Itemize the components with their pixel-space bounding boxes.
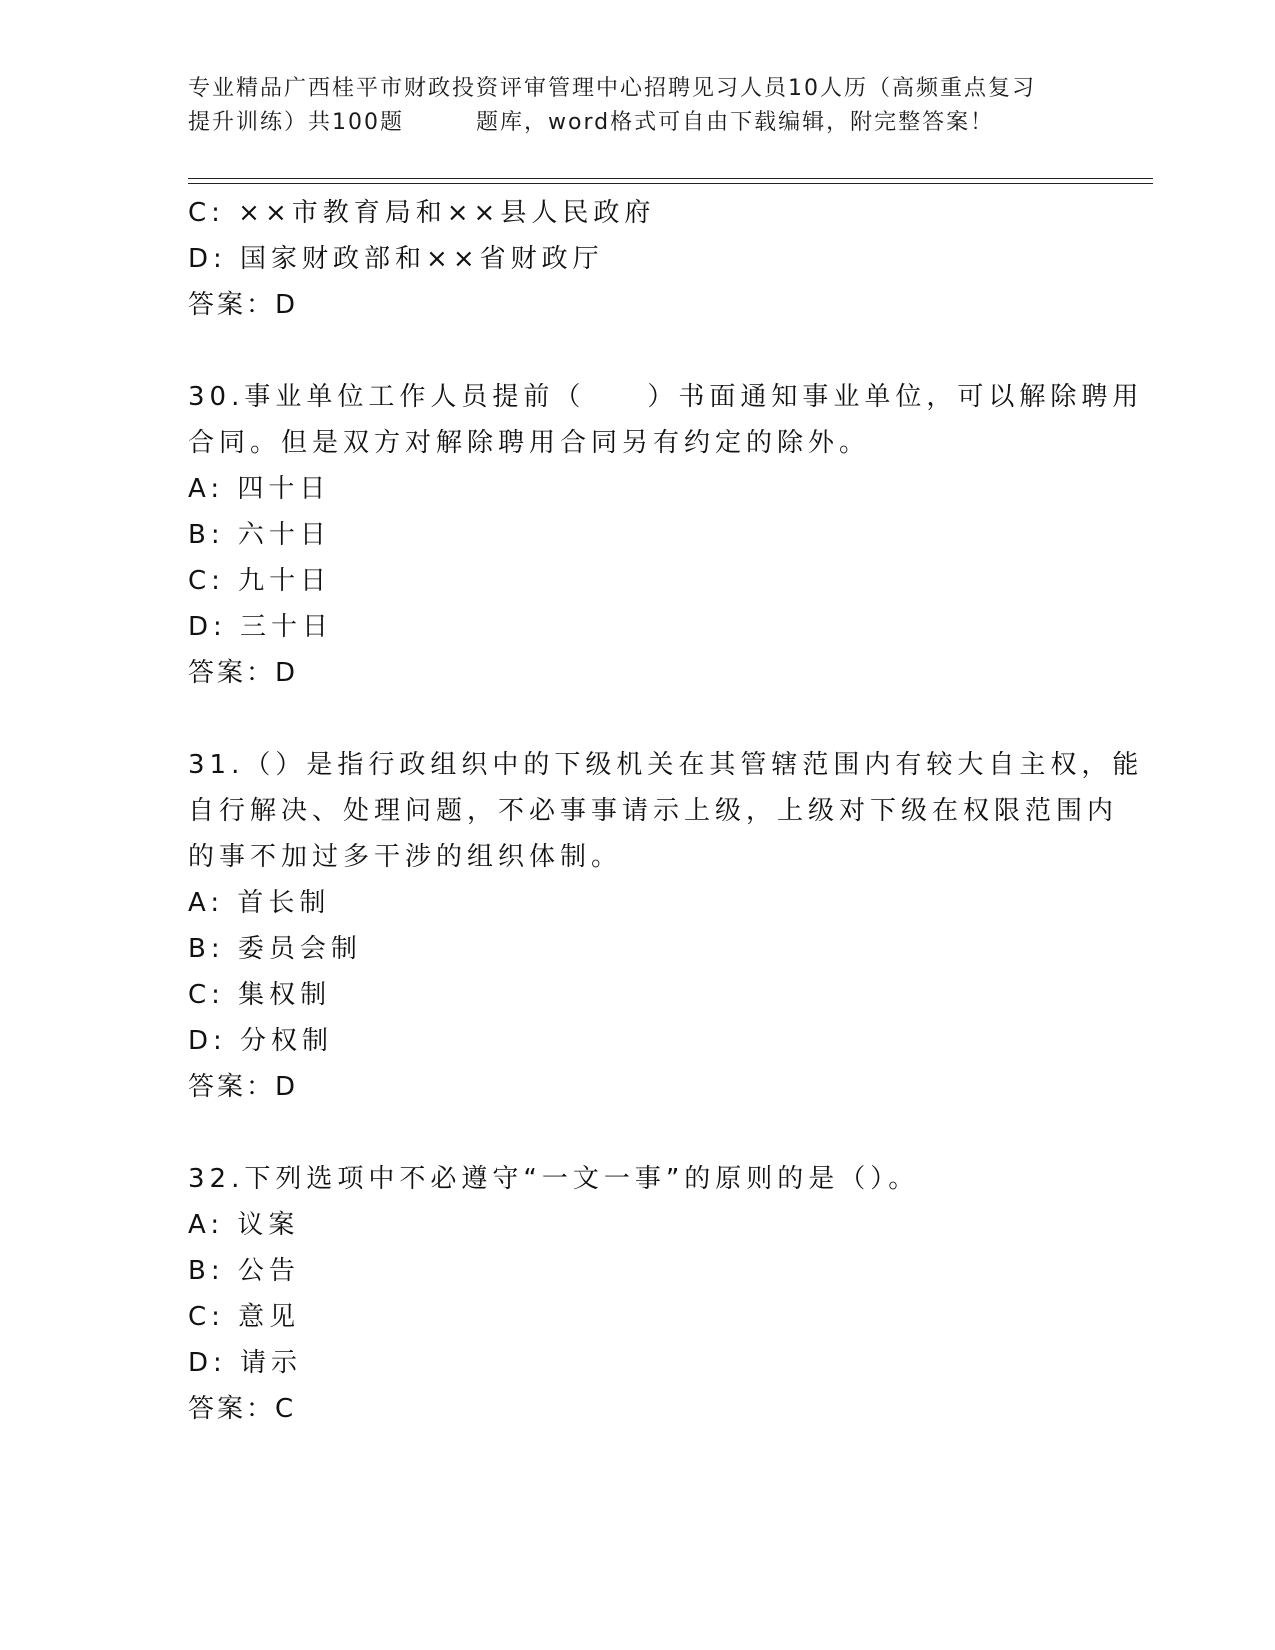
question-stem-line: 自行解决、处理问题，不必事事请示上级，上级对下级在权限范围内 — [188, 796, 1119, 826]
question-32 — [188, 1156, 1088, 1432]
option-d: D: 请示 — [188, 1348, 303, 1378]
question-stem-line: 合同。但是双方对解除聘用合同另有约定的除外。 — [188, 428, 871, 458]
option-b: B: 公告 — [188, 1256, 300, 1286]
answer-line: 答案：D — [188, 658, 299, 688]
option-b: B: 六十日 — [188, 520, 331, 550]
question-stem-line: 32.下列选项中不必遵守“一文一事”的原则的是（）。 — [188, 1164, 920, 1194]
question-spacer — [188, 696, 1088, 742]
option-c: C: 意见 — [188, 1302, 301, 1332]
option-d: D: 国家财政部和××省财政厅 — [188, 244, 604, 274]
option-c: C: ××市教育局和××县人民政府 — [188, 198, 656, 228]
option-a: A: 首长制 — [188, 888, 331, 918]
document-header — [188, 72, 1088, 140]
header-line-2: 提升训练）共100题 题库，word格式可自由下载编辑，附完整答案！ — [188, 110, 995, 135]
question-spacer — [188, 328, 1088, 374]
header-divider-bottom — [188, 183, 1153, 184]
question-31 — [188, 742, 1144, 1110]
option-a: A: 议案 — [188, 1210, 300, 1240]
header-divider-top — [188, 178, 1153, 179]
option-c: C: 集权制 — [188, 980, 332, 1010]
question-stem-line: 30.事业单位工作人员提前（ ）书面通知事业单位，可以解除聘用 — [188, 382, 1144, 412]
answer-line: 答案：D — [188, 1072, 299, 1102]
question-stem-line: 31.（）是指行政组织中的下级机关在其管辖范围内有较大自主权，能 — [188, 750, 1144, 780]
option-d: D: 分权制 — [188, 1026, 334, 1056]
question-30 — [188, 374, 1144, 696]
question-content — [188, 190, 1144, 1432]
option-b: B: 委员会制 — [188, 934, 362, 964]
answer-line: 答案：C — [188, 1394, 297, 1424]
header-line-1: 专业精品广西桂平市财政投资评审管理中心招聘见习人员10人历（高频重点复习 — [188, 76, 1036, 101]
previous-question-tail — [188, 190, 1088, 328]
question-stem-line: 的事不加过多干涉的组织体制。 — [188, 842, 623, 872]
option-a: A: 四十日 — [188, 474, 331, 504]
question-spacer — [188, 1110, 1088, 1156]
answer-line: 答案：D — [188, 290, 299, 320]
option-d: D: 三十日 — [188, 612, 334, 642]
option-c: C: 九十日 — [188, 566, 332, 596]
